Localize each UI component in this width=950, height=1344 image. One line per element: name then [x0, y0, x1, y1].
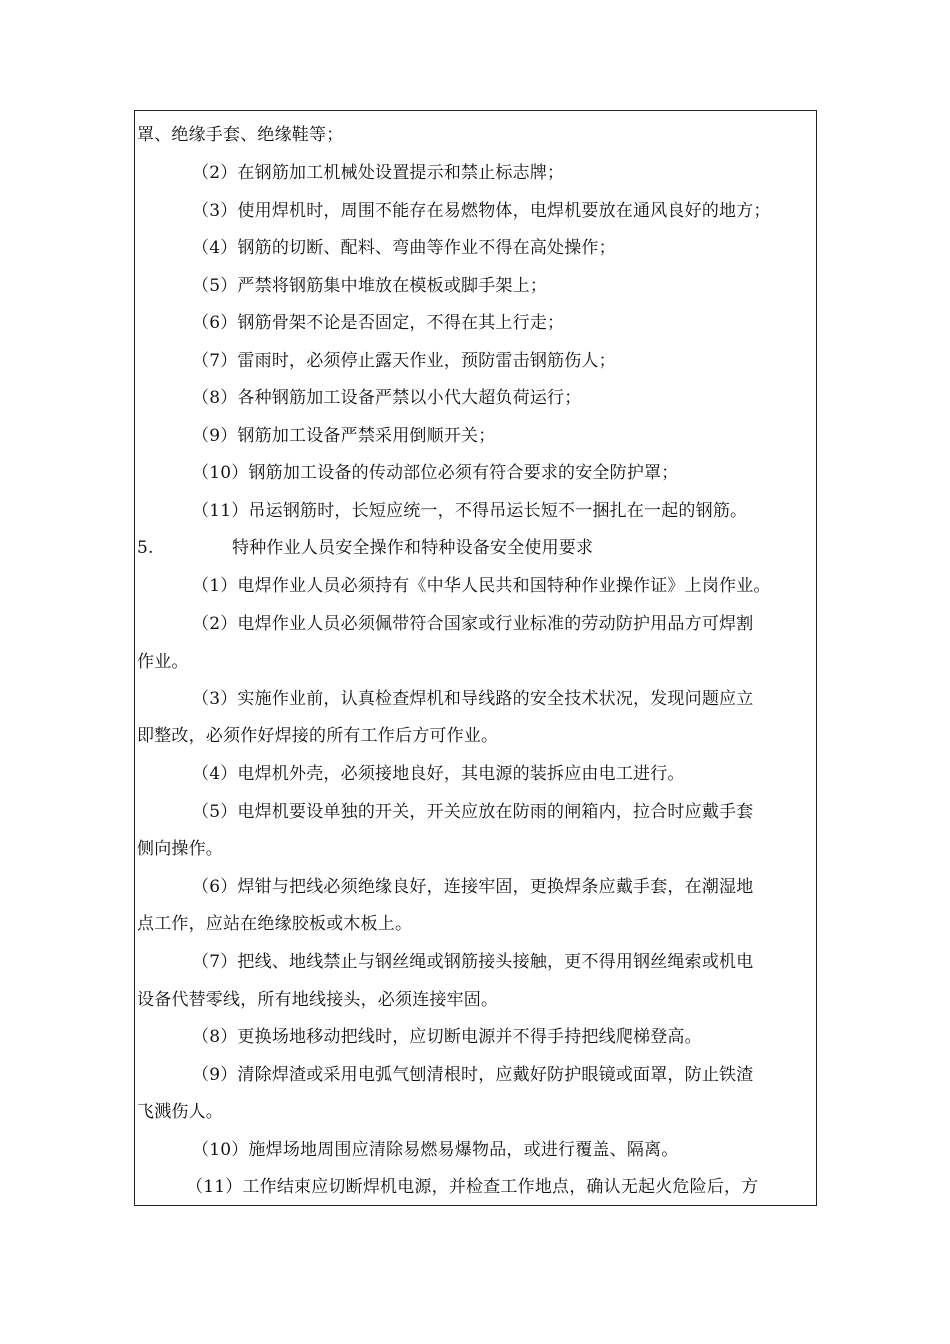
text-line: （7）雷雨时，必须停止露天作业，预防雷击钢筋伤人；	[192, 351, 616, 371]
text-line: （2）电焊作业人员必须佩带符合国家或行业标准的劳动防护用品方可焊割	[192, 614, 754, 634]
text-line: （5）电焊机要设单独的开关，开关应放在防雨的闸箱内，拉合时应戴手套	[192, 802, 754, 822]
text-line: （3）实施作业前，认真检查焊机和导线路的安全技术状况，发现问题应立	[192, 689, 754, 709]
text-line: （10）钢筋加工设备的传动部位必须有符合要求的安全防护罩；	[192, 463, 679, 483]
text-line: （11）吊运钢筋时，长短应统一，不得吊运长短不一捆扎在一起的钢筋。	[192, 501, 748, 521]
text-line: （4）钢筋的切断、配料、弯曲等作业不得在高处操作；	[192, 238, 616, 258]
text-line: 侧向操作。	[137, 839, 223, 859]
text-line: 罩、绝缘手套、绝缘鞋等；	[137, 125, 344, 145]
text-line: （10）施焊场地周围应清除易燃易爆物品，或进行覆盖、隔离。	[192, 1140, 679, 1160]
text-line: （1）电焊作业人员必须持有《中华人民共和国特种作业操作证》上岗作业。	[192, 576, 771, 596]
document-frame	[134, 110, 817, 1206]
text-line: （8）更换场地移动把线时，应切断电源并不得手持把线爬梯登高。	[192, 1027, 702, 1047]
text-line: （4）电焊机外壳，必须接地良好，其电源的装拆应由电工进行。	[192, 764, 685, 784]
text-line: （5）严禁将钢筋集中堆放在模板或脚手架上；	[192, 276, 548, 296]
text-line: 飞溅伤人。	[137, 1102, 223, 1122]
section-number: 5.	[137, 538, 154, 558]
text-line: （9）钢筋加工设备严禁采用倒顺开关；	[192, 426, 496, 446]
text-line: （11）工作结束应切断焊机电源，并检查工作地点，确认无起火危险后，方	[186, 1177, 759, 1197]
text-line: （9）清除焊渣或采用电弧气刨清根时，应戴好防护眼镜或面罩，防止铁渣	[192, 1065, 754, 1085]
text-line: 作业。	[137, 652, 189, 672]
text-line: （8）各种钢筋加工设备严禁以小代大超负荷运行；	[192, 388, 582, 408]
text-line: 设备代替零线，所有地线接头，必须连接牢固。	[137, 990, 499, 1010]
text-line: 点工作，应站在绝缘胶板或木板上。	[137, 914, 413, 934]
text-line: （7）把线、地线禁止与钢丝绳或钢筋接头接触，更不得用钢丝绳索或机电	[192, 952, 754, 972]
text-line: （6）钢筋骨架不论是否固定，不得在其上行走；	[192, 313, 565, 333]
section-heading: 特种作业人员安全操作和特种设备安全使用要求	[232, 538, 594, 558]
text-line: （3）使用焊机时，周围不能存在易燃物体，电焊机要放在通风良好的地方；	[192, 201, 771, 221]
text-line: 即整改，必须作好焊接的所有工作后方可作业。	[137, 726, 499, 746]
text-line: （2）在钢筋加工机械处设置提示和禁止标志牌；	[192, 163, 565, 183]
text-line: （6）焊钳与把线必须绝缘良好，连接牢固，更换焊条应戴手套，在潮湿地	[192, 877, 754, 897]
